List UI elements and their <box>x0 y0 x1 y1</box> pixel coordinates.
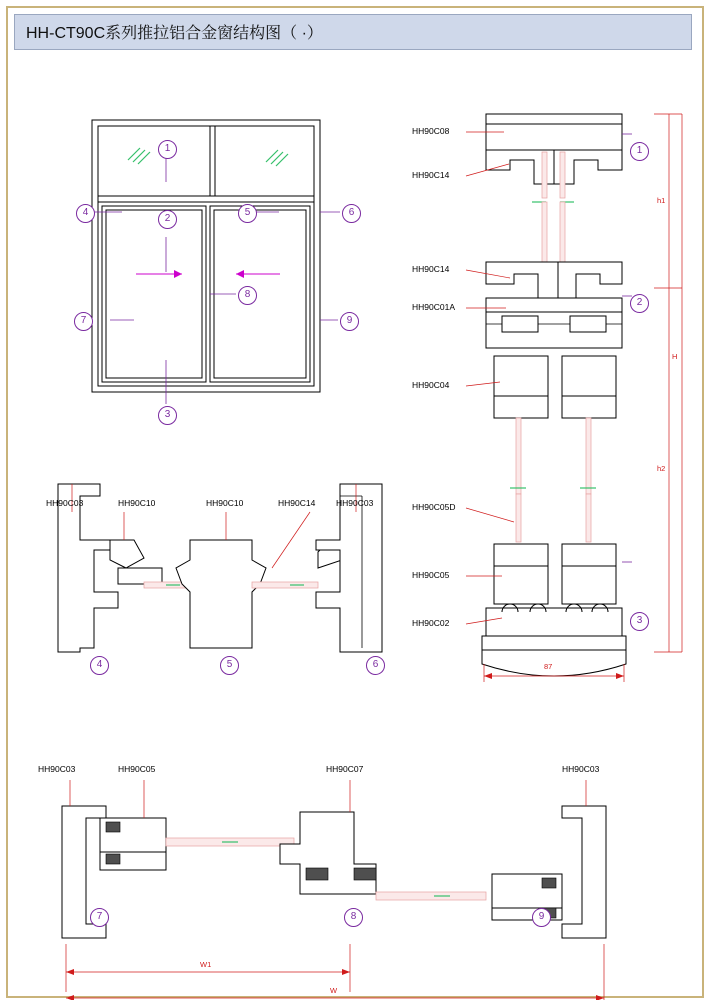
section-callout-8: 8 <box>344 908 363 927</box>
part-label-bot-hh90c05: HH90C05 <box>118 764 156 774</box>
part-label-bot-hh90c07: HH90C07 <box>326 764 364 774</box>
callout-6: 6 <box>342 204 361 223</box>
dimension-H: H <box>672 352 678 361</box>
drawing-canvas <box>14 52 690 995</box>
section-callout-9: 9 <box>532 908 551 927</box>
part-label-mid-hh90c10-left: HH90C10 <box>118 498 156 508</box>
part-label-hh90c08: HH90C08 <box>412 126 450 136</box>
callout-3: 3 <box>158 406 177 425</box>
part-label-hh90c05: HH90C05 <box>412 570 450 580</box>
page-title: HH-CT90C系列推拉铝合金窗结构图（ ·） <box>26 25 323 42</box>
part-label-hh90c14-mid: HH90C14 <box>412 264 450 274</box>
callout-7: 7 <box>74 312 93 331</box>
dimension-h2: h2 <box>657 464 666 473</box>
part-label-bot-hh90c03-left: HH90C03 <box>38 764 76 774</box>
callout-4: 4 <box>76 204 95 223</box>
part-label-hh90c05d: HH90C05D <box>412 502 456 512</box>
part-label-hh90c02: HH90C02 <box>412 618 450 628</box>
part-label-hh90c04: HH90C04 <box>412 380 450 390</box>
dimension-h1: h1 <box>657 196 666 205</box>
part-label-bot-hh90c03-right: HH90C03 <box>562 764 600 774</box>
part-label-mid-hh90c03-left: HH90C03 <box>46 498 84 508</box>
section-callout-2: 2 <box>630 294 649 313</box>
drawing-vectors <box>14 52 690 986</box>
section-callout-4: 4 <box>90 656 109 675</box>
section-callout-5: 5 <box>220 656 239 675</box>
part-label-mid-hh90c03-right: HH90C03 <box>336 498 374 508</box>
callout-1: 1 <box>158 140 177 159</box>
callout-2: 2 <box>158 210 177 229</box>
callout-8: 8 <box>238 286 257 305</box>
callout-9: 9 <box>340 312 359 331</box>
section-callout-1: 1 <box>630 142 649 161</box>
dimension-w: W <box>330 986 338 995</box>
part-label-mid-hh90c14: HH90C14 <box>278 498 316 508</box>
part-label-hh90c14-top: HH90C14 <box>412 170 450 180</box>
callout-5: 5 <box>238 204 257 223</box>
section-callout-7: 7 <box>90 908 109 927</box>
dimension-87: 87 <box>544 662 553 671</box>
dimension-w1: W1 <box>200 960 212 969</box>
section-callout-6: 6 <box>366 656 385 675</box>
part-label-mid-hh90c10-right: HH90C10 <box>206 498 244 508</box>
part-label-hh90c01a: HH90C01A <box>412 302 455 312</box>
section-callout-3: 3 <box>630 612 649 631</box>
